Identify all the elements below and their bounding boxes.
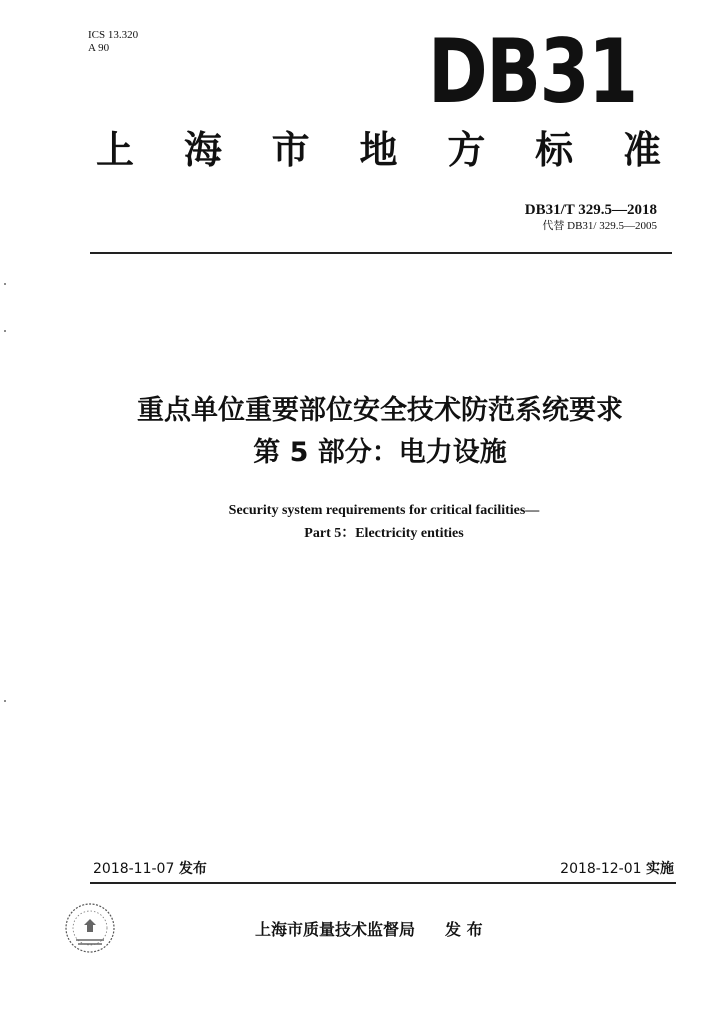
authority-char: 市 [271,128,310,172]
official-seal-icon [62,900,118,956]
effective-date-block [560,859,674,879]
issue-date: 2018-11-07 [93,861,175,877]
publisher-name: 上海市质量技术监督局 [255,920,416,939]
issue-date-block [93,859,207,879]
title-chinese-line2: 第 5 部分：电力设施 [253,437,507,468]
replaces-standard: 代替 DB31/ 329.5—2005 [542,220,657,232]
scan-speck [4,700,6,702]
title-english-line2: Part 5：Electricity entities [304,526,464,541]
publisher-line [255,918,483,942]
authority-char: 海 [183,128,222,172]
standard-number: DB31/T 329.5—2018 [524,202,657,218]
authority-char: 准 [622,128,661,172]
standard-number-block [525,201,657,233]
footer-divider [90,882,676,884]
ics-code: ICS 13.320 [88,29,139,41]
authority-char: 标 [535,128,574,172]
title-english-line1: Security system requirements for critical facilities— [228,503,540,518]
publisher-action: 发 布 [445,920,483,939]
db31-logo: DB31 [428,20,637,123]
header-divider [90,252,672,254]
scan-speck [4,283,6,285]
classification-codes [88,29,138,55]
title-chinese-line1: 重点单位重要部位安全技术防范系统要求 [137,395,623,426]
effective-label: 实施 [646,861,674,877]
ccs-code: A 90 [88,42,110,54]
authority-char: 方 [447,128,486,172]
issue-label: 发布 [178,861,207,877]
authority-heading [96,128,661,172]
effective-date: 2018-12-01 [560,861,642,877]
authority-char: 地 [359,128,398,172]
authority-char: 上 [96,128,135,172]
scan-speck [4,330,6,332]
